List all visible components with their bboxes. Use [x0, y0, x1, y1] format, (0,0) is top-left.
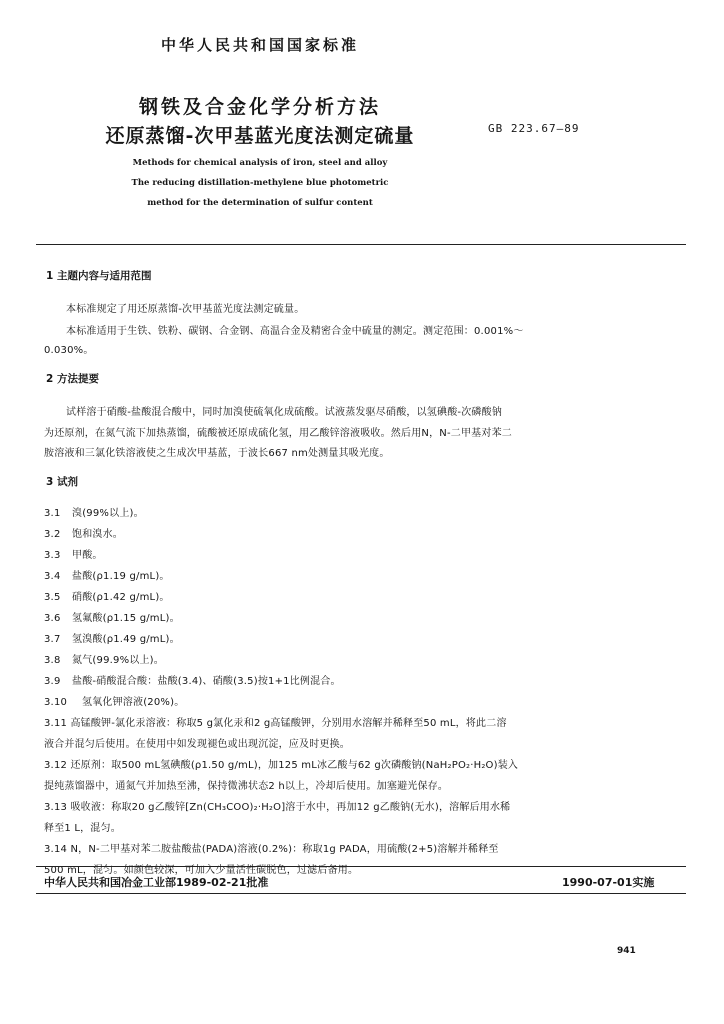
section-1-paragraph-2-cont: 0.030%。	[44, 345, 94, 356]
page-number: 941	[617, 946, 636, 956]
reagent-item: 3.6 氢氟酸(ρ1.15 g/mL)。	[44, 613, 180, 624]
effective-date: 1990-07-01实施	[562, 876, 655, 889]
section-2-line-2: 为还原剂，在氮气流下加热蒸馏，硫酸被还原成硫化氢，用乙酸锌溶液吸收。然后用N，N-二甲基对苯二	[44, 428, 512, 439]
footer-bottom-rule	[36, 893, 686, 894]
reagent-item: 3.10 氢氧化钾溶液(20%)。	[44, 697, 185, 708]
section-2-heading: 2 方法提要	[46, 373, 99, 385]
section-1-paragraph-1: 本标准规定了用还原蒸馏-次甲基蓝光度法测定硫量。	[66, 304, 305, 315]
header-divider	[36, 244, 686, 245]
section-3-heading: 3 试剂	[46, 476, 78, 488]
reagent-item: 3.3 甲酸。	[44, 550, 103, 561]
reagent-item: 3.5 硝酸(ρ1.42 g/mL)。	[44, 592, 170, 603]
english-title-line1: Methods for chemical analysis of iron, steel and alloy	[132, 158, 388, 168]
reagent-item: 3.7 氢溴酸(ρ1.49 g/mL)。	[44, 634, 180, 645]
reagent-item: 3.2 饱和溴水。	[44, 529, 123, 540]
reagent-item: 3.4 盐酸(ρ1.19 g/mL)。	[44, 571, 170, 582]
reagent-3-14-line-1: 3.14 N，N-二甲基对苯二胺盐酸盐(PADA)溶液(0.2%)：称取1g PADA，用硫酸(2+5)溶解并稀释至	[44, 844, 499, 855]
reagent-3-11-line-1: 3.11 高锰酸钾-氯化汞溶液：称取5 g氯化汞和2 g高锰酸钾，分别用水溶解并稀释至50 mL，将此二溶	[44, 718, 507, 729]
section-2-line-3: 胺溶液和三氯化铁溶液使之生成次甲基蓝，于波长667 nm处测量其吸光度。	[44, 448, 390, 459]
document-title-line2: 还原蒸馏-次甲基蓝光度法测定硫量	[105, 125, 415, 147]
reagent-item: 3.1 溴(99%以上)。	[44, 508, 144, 519]
reagent-3-11-line-2: 液合并混匀后使用。在使用中如发现褪色或出现沉淀，应及时更换。	[44, 739, 350, 750]
reagent-3-12-line-1: 3.12 还原剂：取500 mL氢碘酸(ρ1.50 g/mL)，加125 mL冰乙酸与62 g次磷酸钠(NaH₂PO₂·H₂O)装入	[44, 760, 519, 771]
section-1-paragraph-2: 本标准适用于生铁、铁粉、碳钢、合金钢、高温合金及精密合金中硫量的测定。测定范围：0.001%～	[66, 326, 524, 337]
approval-note: 中华人民共和国冶金工业部1989-02-21批准	[44, 876, 269, 889]
section-2-line-1: 试样溶于硝酸-盐酸混合酸中，同时加溴使硫氧化成硫酸。试液蒸发驱尽硝酸，以氢碘酸-次磷酸钠	[66, 407, 503, 418]
reagent-3-14-line-2: 500 mL，混匀。如颜色较深，可加入少量活性碳脱色，过滤后备用。	[44, 865, 359, 876]
english-title-line2: The reducing distillation-methylene blue photometric	[131, 178, 389, 188]
standard-number: GB 223.67—89	[488, 122, 580, 135]
reagent-3-13-line-2: 释至1 L，混匀。	[44, 823, 121, 834]
issuer-title: 中华人民共和国国家标准	[160, 36, 359, 54]
reagent-3-13-line-1: 3.13 吸收液：称取20 g乙酸锌[Zn(CH₃COO)₂·H₂O]溶于水中，再加12 g乙酸钠(无水)，溶解后用水稀	[44, 802, 511, 813]
document-title-line1: 钢铁及合金化学分析方法	[138, 96, 381, 118]
section-1-heading: 1 主题内容与适用范围	[46, 270, 152, 282]
footer-divider	[36, 866, 686, 867]
reagent-3-12-line-2: 提纯蒸馏器中，通氮气并加热至沸，保持微沸状态2 h以上，冷却后使用。加塞避光保存。	[44, 781, 449, 792]
reagent-item: 3.8 氮气(99.9%以上)。	[44, 655, 164, 666]
english-title-line3: method for the determination of sulfur content	[147, 198, 373, 208]
reagent-item: 3.9 盐酸-硝酸混合酸：盐酸(3.4)、硝酸(3.5)按1+1比例混合。	[44, 676, 341, 687]
